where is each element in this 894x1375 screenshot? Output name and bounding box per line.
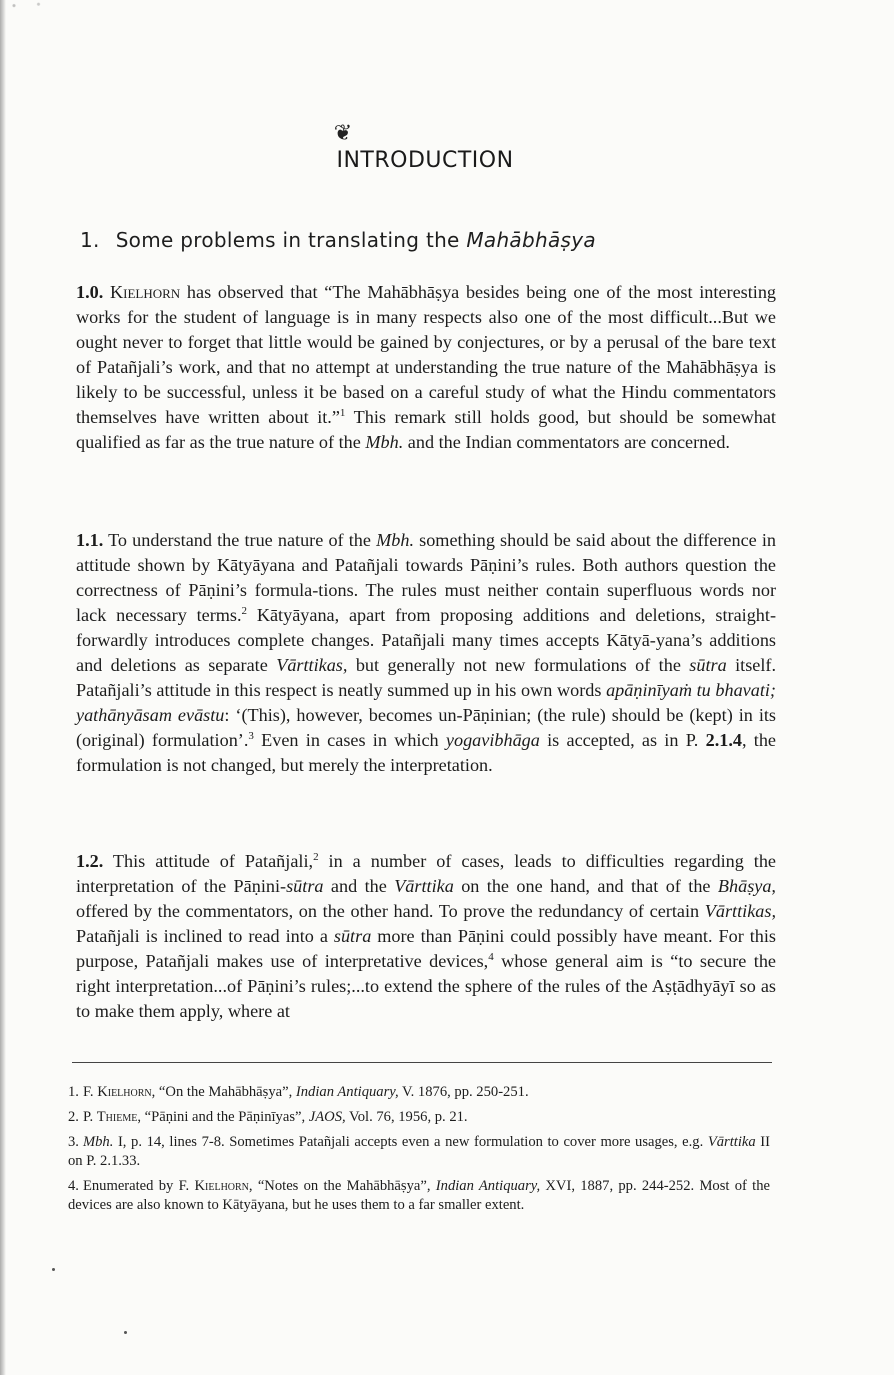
paragraph-1-0 xyxy=(76,280,776,455)
footnote-text: II on P. 2.1.33. xyxy=(68,1134,770,1169)
footnote-ref: 2 xyxy=(313,850,319,863)
paragraph-text: whose general aim is “to secure the right interpretation...of Pāṇini’s rules;...to extend the sphere of the rules of the Aṣṭādhyāyī so as to make them apply, where at xyxy=(76,951,776,1021)
paragraph-text: something should be said about the difference in attitude shown by Kātyāyana and Patañjali towards Pāṇini’s rules. Both authors question the correctness of Pāṇini’s formula-tions. The rules must neither contain superfluous words nor lack necessary terms. xyxy=(76,530,776,625)
author-name: Kielhorn xyxy=(110,282,181,302)
paragraph-text: Even in cases in which xyxy=(253,730,446,750)
term-sutra: sūtra xyxy=(286,876,324,896)
footnote-number: 4. xyxy=(68,1178,79,1194)
paragraph-text: This remark still holds good, but should be somewhat qualified as far as the true nature of the xyxy=(76,407,776,452)
paragraph-text: and the Indian commentators are concerned. xyxy=(403,432,730,452)
paragraph-text: more than Pāṇini could possibly have meant. For this purpose, Patañjali makes use of interpretative devices, xyxy=(76,926,776,971)
footnote-author: Kielhorn xyxy=(194,1178,249,1194)
paragraph-text: offered by the commentators, on the other hand. To prove the redundancy of certain xyxy=(76,901,705,921)
term-yogavibhaga: yogavibhāga xyxy=(445,730,540,750)
paragraph-1-1 xyxy=(76,528,776,778)
footnote-ref: 2 xyxy=(241,604,248,617)
paragraph-text: , the formulation is not changed, but merely the interpretation. xyxy=(76,730,776,775)
footnote-2 xyxy=(68,1108,770,1127)
footnote-divider xyxy=(72,1062,772,1063)
footnote-ref: 3 xyxy=(248,729,254,742)
footnote-journal: Indian Antiquary, xyxy=(295,1084,399,1100)
footnote-number: 1. xyxy=(68,1084,79,1100)
scan-speck xyxy=(52,1268,55,1271)
footnote-author: Thieme xyxy=(96,1109,138,1125)
paragraph-number: 1.1. xyxy=(76,530,104,550)
paragraph-text: This attitude of Patañjali, xyxy=(103,851,314,871)
abbrev-mbh: Mbh. xyxy=(365,432,404,452)
footnote-journal: Indian Antiquary, xyxy=(435,1178,541,1194)
footnote-author: Kielhorn xyxy=(97,1084,152,1100)
footnote-text: Vol. 76, 1956, p. 21. xyxy=(345,1109,468,1125)
paragraph-text: is accepted, as in P. xyxy=(539,730,706,750)
paragraph-number: 1.2. xyxy=(76,851,104,871)
paragraph-text: in a number of cases, leads to difficulties regarding the interpretation of the Pāṇini- xyxy=(76,851,777,896)
footnotes-list xyxy=(68,1083,770,1221)
footnote-ref: 4 xyxy=(488,950,494,963)
paragraph-1-2 xyxy=(76,849,776,1024)
paragraph-text: has observed that “The Mahābhāṣya besides being one of the most interesting works for the student of language is in many respects also one of the most difficult...But we ought never to forget that little would be gained by conjectures, or by a perusal of the bare text of Patañjali’s work, and that no attempt at understanding the true nature of the Mahābhāṣya is likely to be successful, unless it be based on a careful study of what the Hindu commentators themselves have written about it.” xyxy=(76,282,777,427)
term-sutra: sūtra xyxy=(333,926,372,946)
scan-edge-shadow xyxy=(0,0,6,1375)
footnote-text: F. xyxy=(82,1084,98,1100)
footnote-4 xyxy=(68,1177,770,1215)
footnote-1 xyxy=(68,1083,770,1102)
paragraph-text: Kātyāyana, apart from proposing additions and deletions, straight-forwardly introduces complete changes. Patañjali many times accepts Kātyā-yana’s additions and deletions as separate xyxy=(76,605,776,675)
section-heading-italic: Mahābhāṣya xyxy=(466,228,596,252)
footnote-3 xyxy=(68,1133,770,1171)
paragraph-text: itself. Patañjali’s attitude in this respect is neatly summed up in his own words xyxy=(76,655,777,700)
paragraph-number: 1.0. xyxy=(76,282,104,302)
footnote-journal: JAOS, xyxy=(308,1109,346,1125)
abbrev-mbh: Mbh. xyxy=(376,530,414,550)
rule-reference: 2.1.4 xyxy=(705,730,742,750)
paragraph-text: on the one hand, and that of the xyxy=(453,876,718,896)
scan-corner-specks xyxy=(0,0,70,14)
term-bhasya: Bhāṣya, xyxy=(717,876,776,896)
sanskrit-quote: apāṇinīyaṁ tu bhavati; yathānyāsam evāstu xyxy=(76,680,776,725)
term-varttikas: Vārttikas, xyxy=(276,655,348,675)
paragraph-text: To understand the true nature of the xyxy=(103,530,377,550)
section-number: 1. xyxy=(80,228,100,252)
term-varttika: Vārttika xyxy=(394,876,454,896)
section-heading xyxy=(80,228,800,252)
footnote-text: XVI, 1887, pp. 244-252. Most of the devices are also known to Kātyāyana, but he uses them to a far smaller extent. xyxy=(68,1178,770,1213)
footnote-ref: 1 xyxy=(339,406,346,419)
term-varttikas: Vārttikas, xyxy=(704,901,776,921)
footnote-text: , “Notes on the Mahābhāṣya”, xyxy=(248,1178,436,1194)
footnote-text: P. xyxy=(82,1109,97,1125)
footnote-text: , “On the Mahābhāṣya”, xyxy=(151,1084,296,1100)
term-sutra: sūtra xyxy=(689,655,727,675)
footnote-term: Vārttika xyxy=(707,1134,756,1150)
ornament-icon: ❦ xyxy=(333,120,353,145)
paragraph-text: Patañjali is inclined to read into a xyxy=(76,926,334,946)
page-title: INTRODUCTION xyxy=(336,148,514,173)
paragraph-text: but generally not new formulations of the xyxy=(347,655,690,675)
footnote-number: 2. xyxy=(68,1109,79,1125)
footnote-text: V. 1876, pp. 250-251. xyxy=(398,1084,529,1100)
scan-speck xyxy=(124,1331,127,1334)
paragraph-text: : ‘(This), however, becomes un-Pāṇinian; (the rule) should be (kept) in its (original) formulation’. xyxy=(76,705,776,750)
footnote-abbrev: Mbh. xyxy=(82,1134,114,1150)
footnote-text: , “Pāṇini and the Pāṇinīyas”, xyxy=(137,1109,309,1125)
footnote-text: Enumerated by F. xyxy=(82,1178,195,1194)
footnote-number: 3. xyxy=(68,1134,79,1150)
footnote-text: I, p. 14, lines 7-8. Sometimes Patañjali accepts even a new formulation to cover more usages, e.g. xyxy=(113,1134,708,1150)
paragraph-text: and the xyxy=(323,876,395,896)
section-heading-text: Some problems in translating the xyxy=(115,228,460,252)
